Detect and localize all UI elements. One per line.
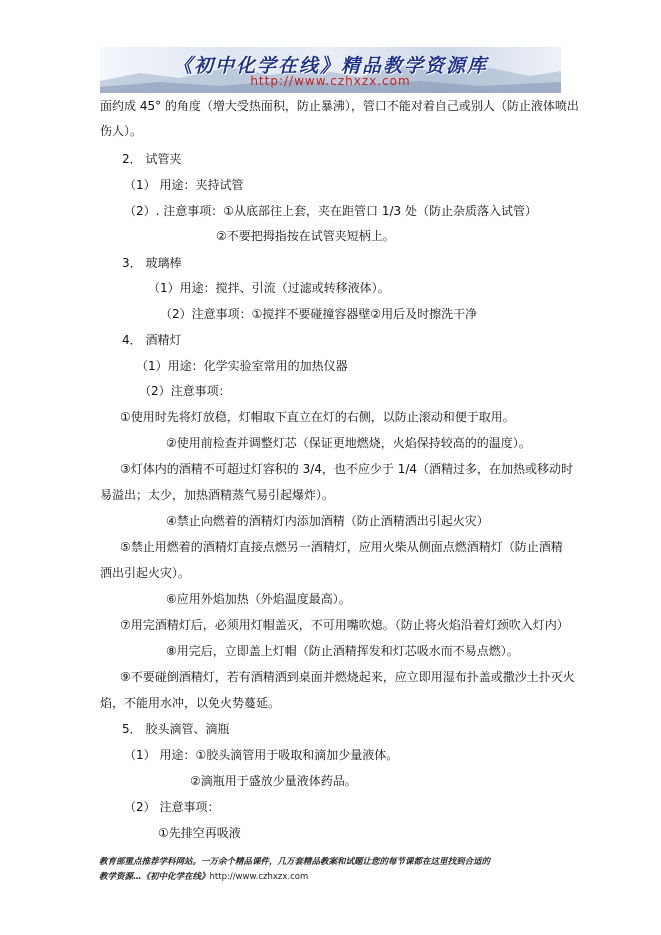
section-heading: 5． 胶头滴管、滴瓶 — [122, 722, 230, 736]
footer-note-text: 教学资源…《初中化学在线》 — [99, 872, 210, 882]
text-line: （2） 注意事项： — [124, 800, 220, 814]
text-line: （2）注意事项：①搅拌不要碰撞容器壁②用后及时擦洗干净 — [160, 307, 478, 321]
text-line: （1）用途：化学实验室常用的加热仪器 — [136, 359, 348, 373]
text-line: （2）. 注意事项：①从底部往上套，夹在距管口 1/3 处（防止杂质落入试管） — [124, 204, 537, 218]
text-line: ①使用时先将灯放稳，灯帽取下直立在灯的右侧，以防止滚动和便于取用。 — [120, 410, 515, 424]
section-heading: 2． 试管夹 — [122, 152, 182, 166]
text-line: 焰，不能用水冲，以免火势蔓延。 — [100, 696, 281, 710]
text-line: 洒出引起火灾）。 — [100, 566, 191, 580]
text-line: ⑦用完酒精灯后，必须用灯帽盖灭，不可用嘴吹熄。（防止将火焰沿着灯颈吹入灯内） — [120, 618, 569, 632]
text-line: 面约成 45° 的角度（增大受热面积，防止暴沸），管口不能对着自己或别人（防止液体喷出 — [100, 99, 579, 113]
section-heading: 3． 玻璃棒 — [122, 256, 182, 270]
header-title: 《初中化学在线》精品教学资源库 — [172, 55, 488, 77]
text-line: ③灯体内的酒精不可超过灯容积的 3/4，也不应少于 1/4（酒精过多，在加热或移动时 — [120, 462, 574, 476]
text-line: ②不要把拇指按在试管夹短柄上。 — [216, 229, 395, 243]
text-line: （2）注意事项： — [139, 384, 231, 398]
text-line: ⑥应用外焰加热（外焰温度最高）。 — [166, 592, 351, 606]
text-line: ②滴瓶用于盛放少量液体药品。 — [190, 774, 357, 788]
text-line: ⑨不要碰倒酒精灯，若有酒精洒到桌面并燃烧起来，应立即用湿布扑盖或撒沙土扑灭火 — [120, 670, 575, 684]
text-line: ⑤禁止用燃着的酒精灯直接点燃另一酒精灯，应用火柴从侧面点燃酒精灯（防止酒精 — [120, 540, 563, 554]
footer-url[interactable]: http://www.czhxzx.com — [209, 872, 309, 882]
footer-note-line2 — [99, 872, 308, 883]
text-line: （1） 用途：夹持试管 — [124, 178, 244, 192]
text-line: ②使用前检查并调整灯芯（保证更地燃烧，火焰保持较高的的温度）。 — [166, 436, 531, 450]
text-line: 易溢出；太少，加热酒精蒸气易引起爆炸）。 — [100, 488, 335, 502]
header-url[interactable]: http://www.czhxzx.com — [250, 74, 411, 88]
text-line: ⑧用完后，立即盖上灯帽（防止酒精挥发和灯芯吸水而不易点燃）。 — [166, 644, 519, 658]
text-line: ④禁止向燃着的酒精灯内添加酒精（防止酒精洒出引起火灾） — [166, 514, 489, 528]
header-banner — [100, 47, 561, 93]
text-line: ①先排空再吸液 — [158, 826, 241, 840]
section-heading: 4． 酒精灯 — [122, 333, 182, 347]
text-line: （1）用途：搅拌、引流（过滤或转移液体）。 — [148, 281, 390, 295]
footer-note: 教育部重点推荐学科网站。一万余个精品课件，几万套精品教案和试题让您的每节课都在这里找到合适的 — [99, 857, 491, 867]
text-line: （1） 用途：①胶头滴管用于吸取和滴加少量液体。 — [124, 748, 399, 762]
text-line: 伤人）。 — [100, 124, 143, 138]
